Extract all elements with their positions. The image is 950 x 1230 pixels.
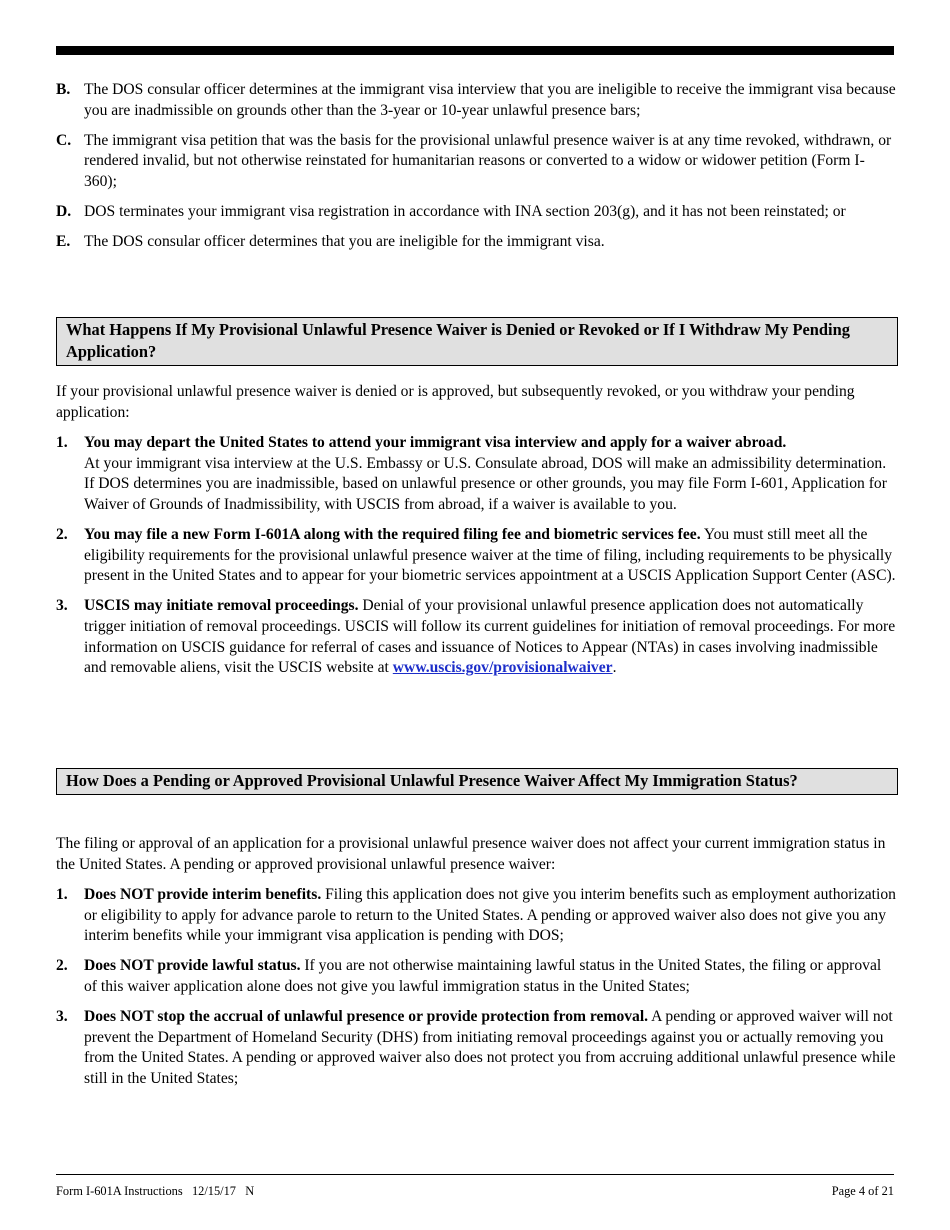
list-marker: E.	[56, 233, 71, 251]
item-lead: You may file a new Form I-601A along with the required filing fee and biometric services fee.	[84, 526, 701, 544]
list-marker: 2.	[56, 526, 68, 544]
list-marker: C.	[56, 131, 72, 149]
provisional-waiver-link[interactable]: www.uscis.gov/provisionalwaiver	[392, 659, 613, 677]
footer-form-id: Form I-601A Instructions 12/15/17 N	[56, 1184, 255, 1198]
list-item	[56, 525, 896, 587]
item-text: At your immigrant visa interview at the U.S. Embassy or U.S. Consulate abroad, DOS will make an admissibility determination. If DOS determines you are inadmissible, based on unlawful presence or other grounds, you may file Form I-601, Application for Waiver of Grounds of Inadmissibility, with USCIS from abroad, if a waiver is available to you.	[84, 454, 887, 513]
item-text: A pending or approved waiver will not prevent the Department of Homeland Security (DHS) from initiating removal proceedings against you or actually removing you from the United States. A pending or approved waiver also does not protect you from accruing additional unlawful presence while still in the United States;	[84, 1008, 896, 1087]
lettered-list	[56, 80, 896, 262]
list-marker: 2.	[56, 957, 68, 975]
list-item	[56, 885, 896, 947]
list-item	[56, 202, 896, 223]
list-item	[56, 131, 896, 193]
item-lead: USCIS may initiate removal proceedings.	[84, 597, 359, 615]
list-item	[56, 232, 896, 253]
list-text: The immigrant visa petition that was the basis for the provisional unlawful presence waiver is at any time revoked, withdrawn, or rendered invalid, but not otherwise reinstated for humanitarian reasons or converted to a widow or widower petition (Form I-360);	[84, 131, 892, 190]
item-text: Filing this application does not give you interim benefits such as employment authorization or eligibility to apply for advance parole to return to the United States. A pending or approved waiver also does not give you any interim benefits while your immigrant visa application is pending with DOS;	[84, 886, 896, 945]
item-lead: Does NOT stop the accrual of unlawful presence or provide protection from removal.	[84, 1008, 649, 1026]
section-heading-denied-revoked: What Happens If My Provisional Unlawful Presence Waiver is Denied or Revoked or If I Withdraw My Pending Application?	[56, 317, 898, 366]
list-item	[56, 1007, 896, 1089]
list-marker: 1.	[56, 434, 68, 452]
list-text: The DOS consular officer determines at the immigrant visa interview that you are ineligible to receive the immigrant visa because you are inadmissible on grounds other than the 3-year or 10-year unlawful presence bars;	[84, 81, 896, 119]
item-lead: Does NOT provide lawful status.	[84, 957, 301, 975]
bottom-rule	[56, 1174, 894, 1175]
top-rule	[56, 46, 894, 55]
footer-page-number: Page 4 of 21	[831, 1184, 894, 1198]
section-heading-immigration-status: How Does a Pending or Approved Provisional Unlawful Presence Waiver Affect My Immigration Status?	[56, 768, 898, 795]
section-intro: If your provisional unlawful presence waiver is denied or is approved, but subsequently revoked, or you withdraw your pending application:	[56, 383, 855, 421]
list-text: The DOS consular officer determines that you are ineligible for the immigrant visa.	[84, 233, 605, 251]
section-body-immigration-status	[56, 834, 896, 1099]
list-item	[56, 433, 896, 515]
item-lead: Does NOT provide interim benefits.	[84, 886, 322, 904]
section-body-denied-revoked	[56, 382, 896, 688]
item-text-end: .	[612, 659, 617, 677]
item-text: You must still meet all the eligibility requirements for the provisional unlawful presence waiver at the time of filing, including requirements to be physically present in the United States and to appear for your biometric services appointment at a USCIS Application Support Center (ASC).	[84, 526, 896, 585]
list-item	[56, 956, 896, 997]
list-marker: 3.	[56, 597, 68, 615]
list-marker: 1.	[56, 886, 68, 904]
item-text: Denial of your provisional unlawful presence application does not automatically trigger initiation of removal proceedings. USCIS will follow its current guidelines for initiation of removal proceedings. For more information on USCIS guidance for referral of cases and issuance of Notices to Appear (NTAs) in cases involving inadmissible and removable aliens, visit the USCIS website at	[84, 597, 896, 677]
item-text: If you are not otherwise maintaining lawful status in the United States, the filing or approval of this waiver application alone does not give you lawful immigration status in the United States;	[84, 957, 882, 996]
list-text: DOS terminates your immigrant visa registration in accordance with INA section 203(g), and it has not been reinstated; or	[84, 202, 846, 220]
list-marker: D.	[56, 202, 72, 220]
list-item	[56, 80, 896, 121]
item-lead: You may depart the United States to attend your immigrant visa interview and apply for a waiver abroad.	[84, 434, 787, 452]
list-marker: B.	[56, 81, 71, 98]
list-item	[56, 596, 896, 678]
section-intro: The filing or approval of an application for a provisional unlawful presence waiver does not affect your current immigration status in the United States. A pending or approved provisional unlawful presence waiver:	[56, 835, 886, 873]
list-marker: 3.	[56, 1008, 68, 1026]
